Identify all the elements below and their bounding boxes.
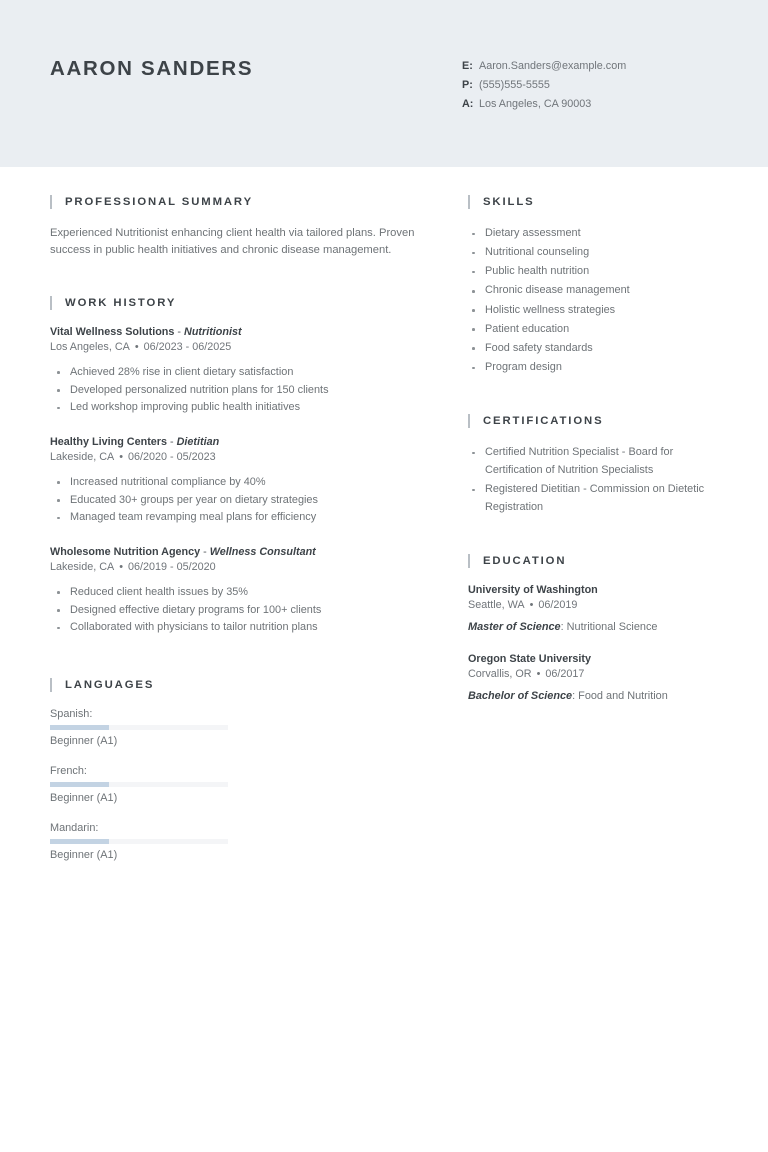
language-name: Spanish: [50,707,93,720]
list-item: Designed effective dietary programs for 100+ clients [50,602,422,620]
education-location: Seattle, WA [468,598,525,611]
phone-value: (555)555-5555 [479,78,550,91]
list-item: Food safety standards [468,340,720,358]
job-title-line [50,436,422,448]
job-meta [50,341,422,353]
language-proficiency-fill [50,725,109,730]
language-name: French: [50,764,87,777]
section-title: WORK HISTORY [65,296,177,309]
accent-bar-icon [468,195,470,209]
language-level: Beginner (A1) [50,848,118,861]
language-level: Beginner (A1) [50,734,118,747]
job-company: Healthy Living Centers [50,435,167,448]
job-title-line [50,546,422,558]
education-location: Corvallis, OR [468,667,532,680]
section-title: EDUCATION [483,554,567,567]
section-skills [468,195,720,377]
job-dates: 06/2020 - 05/2023 [128,450,216,463]
section-title: PROFESSIONAL SUMMARY [65,196,254,208]
job-location: Lakeside, CA [50,450,115,463]
list-item: Increased nutritional compliance by 40% [50,474,422,492]
list-item: Reduced client health issues by 35% [50,584,422,602]
job-company: Vital Wellness Solutions [50,325,175,338]
list-item: Program design [468,359,720,377]
list-item: Patient education [468,321,720,339]
work-history-entry [50,546,422,637]
job-location: Lakeside, CA [50,560,115,573]
job-meta [50,451,422,463]
language-name: Mandarin: [50,821,99,834]
accent-bar-icon [468,414,470,428]
language-item-mandarin [50,822,245,861]
section-certifications [468,414,720,516]
job-role: Nutritionist [184,325,242,338]
language-level: Beginner (A1) [50,791,118,804]
education-meta [468,599,720,611]
phone-label: P: [462,78,473,91]
section-heading-education [468,554,720,568]
language-proficiency-track [50,782,228,787]
language-proficiency-track [50,839,228,844]
section-work-history [50,296,422,637]
list-item: Achieved 28% rise in client dietary satisfaction [50,364,422,382]
section-professional-summary [50,195,422,260]
accent-bar-icon [50,296,52,310]
right-column [468,195,720,722]
language-proficiency-track [50,725,228,730]
education-entry [468,584,720,633]
contact-row-phone [462,79,626,92]
job-dates: 06/2023 - 06/2025 [143,340,232,353]
accent-bar-icon [50,195,52,209]
spacer [50,656,422,678]
list-item: Dietary assessment [468,225,720,243]
job-bullets [50,584,422,637]
section-languages [50,678,422,879]
job-dates: 06/2019 - 05/2020 [128,560,216,573]
education-school: University of Washington [468,583,598,596]
list-item: Led workshop improving public health initiatives [50,399,422,417]
section-heading-languages [50,678,422,692]
list-item: Developed personalized nutrition plans for 150 clients [50,382,422,400]
education-degree-line [468,621,720,633]
left-column [50,195,422,879]
list-item: Registered Dietitian - Commission on Dietetic Registration [468,481,720,516]
education-degree: Master of Science [468,620,561,633]
list-item: Collaborated with physicians to tailor nutrition plans [50,619,422,637]
list-item: Chronic disease management [468,282,720,300]
job-separator: - [174,325,185,338]
job-bullets [50,364,422,417]
language-item-french [50,765,245,804]
email-label: E: [462,60,473,72]
languages-grid [50,708,422,879]
resume-header [0,0,768,167]
section-title: SKILLS [483,196,535,208]
job-location: Los Angeles, CA [50,340,130,353]
bullet-separator-icon: • [119,560,123,573]
education-field: : Food and Nutrition [572,689,668,702]
education-school: Oregon State University [468,652,591,665]
job-company: Wholesome Nutrition Agency [50,545,201,558]
education-date: 06/2019 [538,598,578,611]
work-history-entry [50,326,422,417]
contact-row-address [462,98,626,111]
list-item: Public health nutrition [468,263,720,281]
education-degree: Bachelor of Science [468,689,573,702]
accent-bar-icon [468,554,470,568]
spacer [50,260,422,296]
email-value: Aaron.Sanders@example.com [479,60,627,72]
education-field: : Nutritional Science [560,620,658,633]
bullet-separator-icon: • [119,450,123,463]
list-item: Educated 30+ groups per year on dietary strategies [50,492,422,510]
section-heading-certifications [468,414,720,428]
list-item: Holistic wellness strategies [468,302,720,320]
address-label: A: [462,97,474,110]
spacer [468,518,720,554]
spacer [468,378,720,414]
summary-text: Experienced Nutritionist enhancing client health via tailored plans. Proven success in public health initiatives and chronic disease management. [50,227,415,257]
section-title: CERTIFICATIONS [483,415,604,428]
language-item-spanish [50,708,245,747]
resume-body [0,167,768,861]
contact-row-email [462,60,626,73]
bullet-separator-icon: • [529,598,534,611]
list-item: Nutritional counseling [468,244,720,262]
bullet-separator-icon: • [134,340,139,353]
work-history-entry [50,436,422,527]
address-value: Los Angeles, CA 90003 [479,97,592,110]
bullet-separator-icon: • [536,667,541,680]
certifications-list [468,444,720,516]
contact-block [462,60,626,117]
section-heading-work-history [50,296,422,310]
job-separator: - [167,435,177,448]
job-meta [50,561,422,573]
section-heading-summary [50,195,422,209]
list-item: Certified Nutrition Specialist - Board for Certification of Nutrition Specialists [468,444,720,479]
language-proficiency-fill [50,839,109,844]
education-meta [468,668,720,680]
job-separator: - [200,545,210,558]
language-proficiency-fill [50,782,109,787]
list-item: Managed team revamping meal plans for efficiency [50,509,422,527]
education-date: 06/2017 [545,667,585,680]
skills-list [468,225,720,377]
page-title: AARON SANDERS [50,57,254,80]
job-role: Wellness Consultant [209,545,316,558]
section-education [468,554,720,702]
education-degree-line [468,690,720,702]
section-title: LANGUAGES [65,678,155,691]
education-entry [468,653,720,702]
job-role: Dietitian [176,435,220,448]
job-title-line [50,326,422,338]
accent-bar-icon [50,678,52,692]
section-heading-skills [468,195,720,209]
job-bullets [50,474,422,527]
